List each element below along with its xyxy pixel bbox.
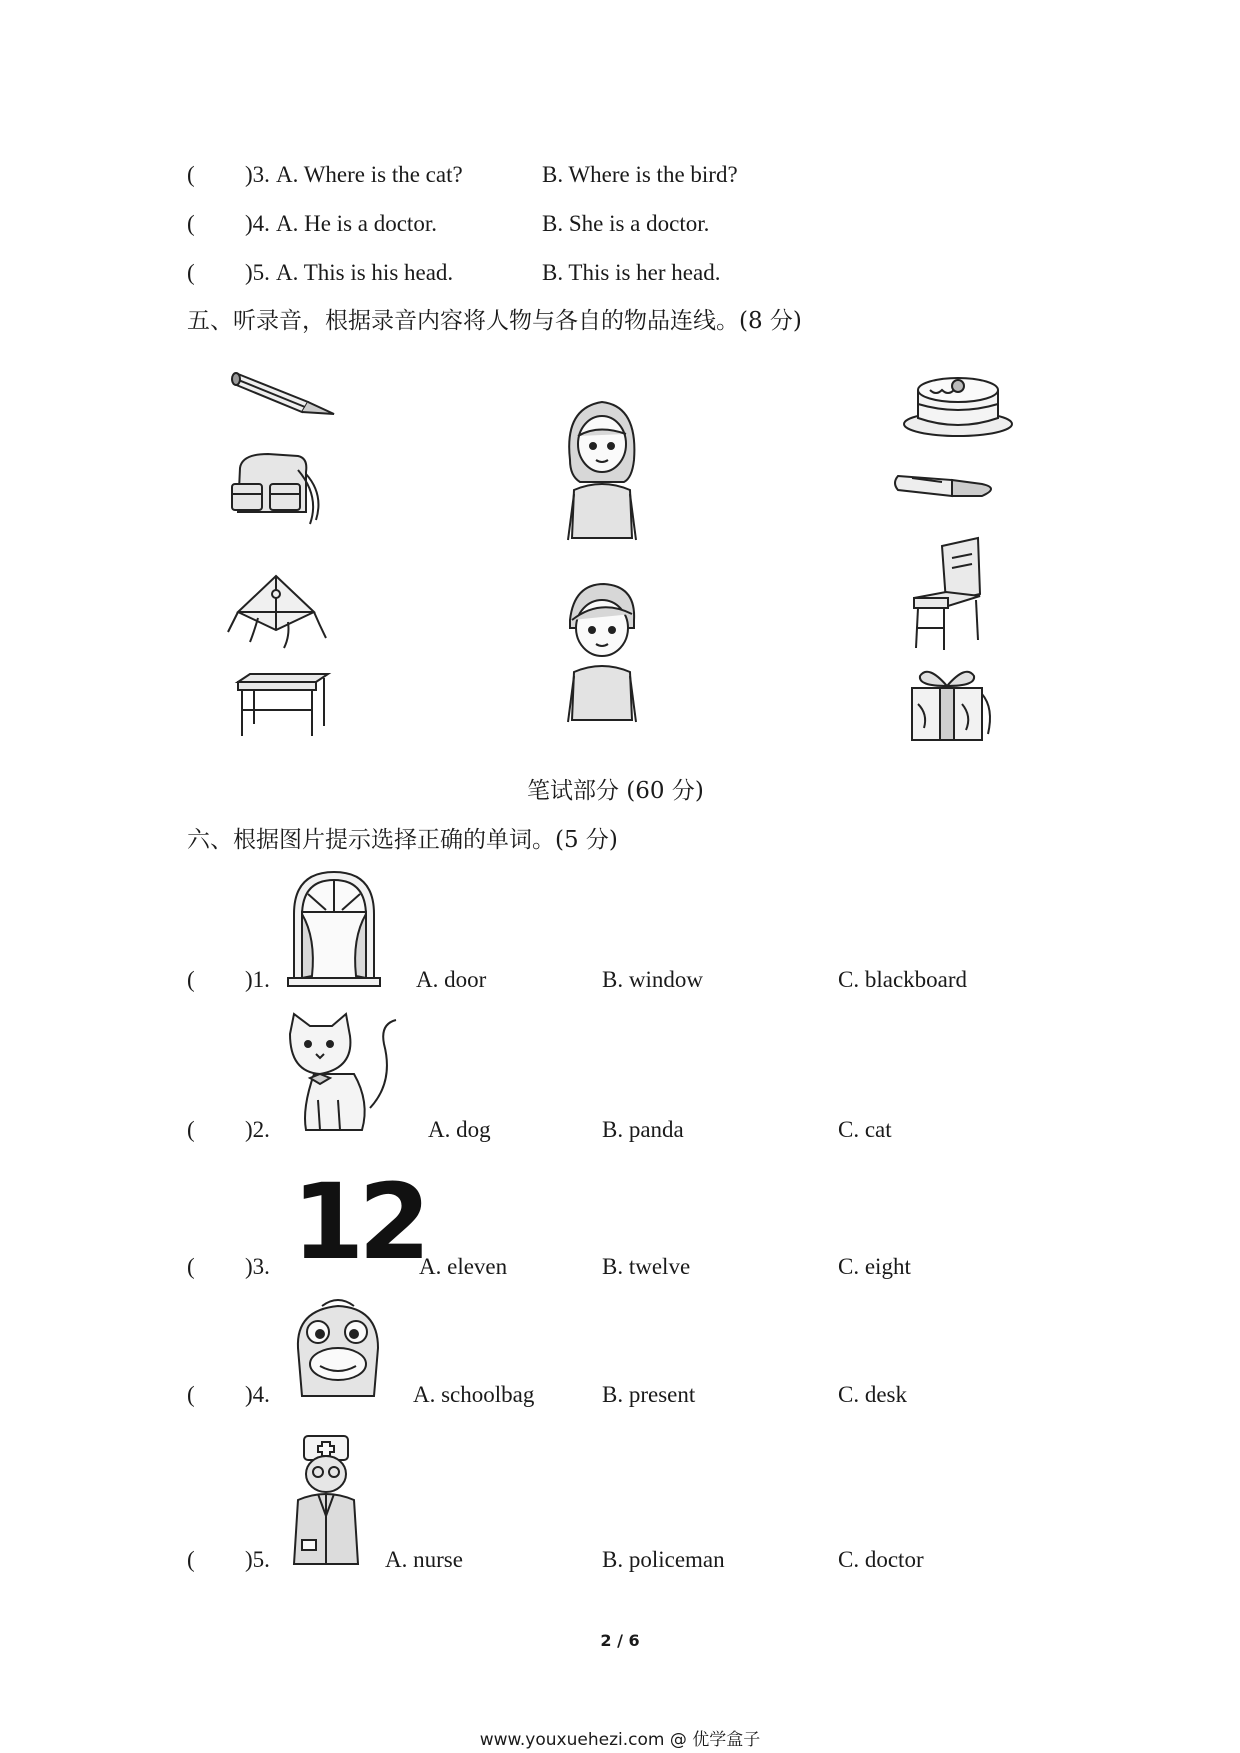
written-heading: 笔试部分 (60 分)	[527, 778, 704, 804]
option-b: B. window	[602, 967, 703, 992]
option-a: A. eleven	[419, 1254, 508, 1279]
option-b: B. present	[602, 1382, 696, 1407]
schoolbag-icon[interactable]	[228, 450, 328, 530]
question-number: )5.	[245, 260, 270, 285]
cake-icon[interactable]	[900, 360, 1014, 440]
answer-paren[interactable]: (	[187, 1547, 195, 1572]
question-number: )1.	[245, 967, 270, 992]
answer-paren[interactable]: (	[187, 162, 195, 187]
chair-icon[interactable]	[908, 536, 988, 652]
part6-heading: 六、根据图片提示选择正确的单词。(5 分)	[187, 827, 618, 853]
number-12-label: 12	[292, 1161, 425, 1283]
option-b: B. She is a doctor.	[542, 211, 710, 236]
kite-icon[interactable]	[228, 572, 328, 652]
option-a: A. nurse	[385, 1547, 463, 1572]
page-number: 2 / 6	[600, 1631, 640, 1650]
answer-paren[interactable]: (	[187, 1117, 195, 1142]
present-icon[interactable]	[908, 664, 994, 744]
option-a: A. Where is the cat?	[276, 162, 463, 187]
option-b: B. twelve	[602, 1254, 691, 1279]
option-b: B. panda	[602, 1117, 684, 1142]
option-b: B. policeman	[602, 1547, 725, 1572]
pen-icon[interactable]	[892, 466, 1004, 506]
option-c: C. desk	[838, 1382, 907, 1407]
option-b: B. Where is the bird?	[542, 162, 738, 187]
option-c: C. doctor	[838, 1547, 924, 1572]
option-b: B. This is her head.	[542, 260, 721, 285]
option-a: A. schoolbag	[413, 1382, 535, 1407]
number-12-icon	[292, 1161, 425, 1283]
window-icon	[286, 868, 382, 988]
answer-paren[interactable]: (	[187, 1382, 195, 1407]
girl-icon[interactable]	[562, 398, 642, 548]
option-a: A. dog	[428, 1117, 491, 1142]
option-a: A. He is a doctor.	[276, 211, 437, 236]
footer-watermark: www.youxuehezi.com @ 优学盒子	[479, 1730, 761, 1750]
question-number: )4.	[245, 211, 270, 236]
option-c: C. blackboard	[838, 967, 968, 992]
schoolbag-icon	[292, 1296, 384, 1400]
doctor-icon	[290, 1432, 366, 1568]
option-c: C. cat	[838, 1117, 892, 1142]
question-number: )3.	[245, 1254, 270, 1279]
part5-heading: 五、听录音，根据录音内容将人物与各自的物品连线。(8 分)	[187, 308, 802, 334]
question-number: )4.	[245, 1382, 270, 1407]
answer-paren[interactable]: (	[187, 967, 195, 992]
desk-icon[interactable]	[232, 670, 332, 740]
option-a: A. door	[416, 967, 487, 992]
pencil-icon[interactable]	[230, 362, 340, 422]
answer-paren[interactable]: (	[187, 1254, 195, 1279]
option-c: C. eight	[838, 1254, 911, 1279]
option-a: A. This is his head.	[276, 260, 454, 285]
boy-icon[interactable]	[560, 580, 644, 730]
cat-icon	[284, 1012, 408, 1136]
question-number: )5.	[245, 1547, 270, 1572]
question-number: )2.	[245, 1117, 270, 1142]
answer-paren[interactable]: (	[187, 211, 195, 236]
answer-paren[interactable]: (	[187, 260, 195, 285]
question-number: )3.	[245, 162, 270, 187]
